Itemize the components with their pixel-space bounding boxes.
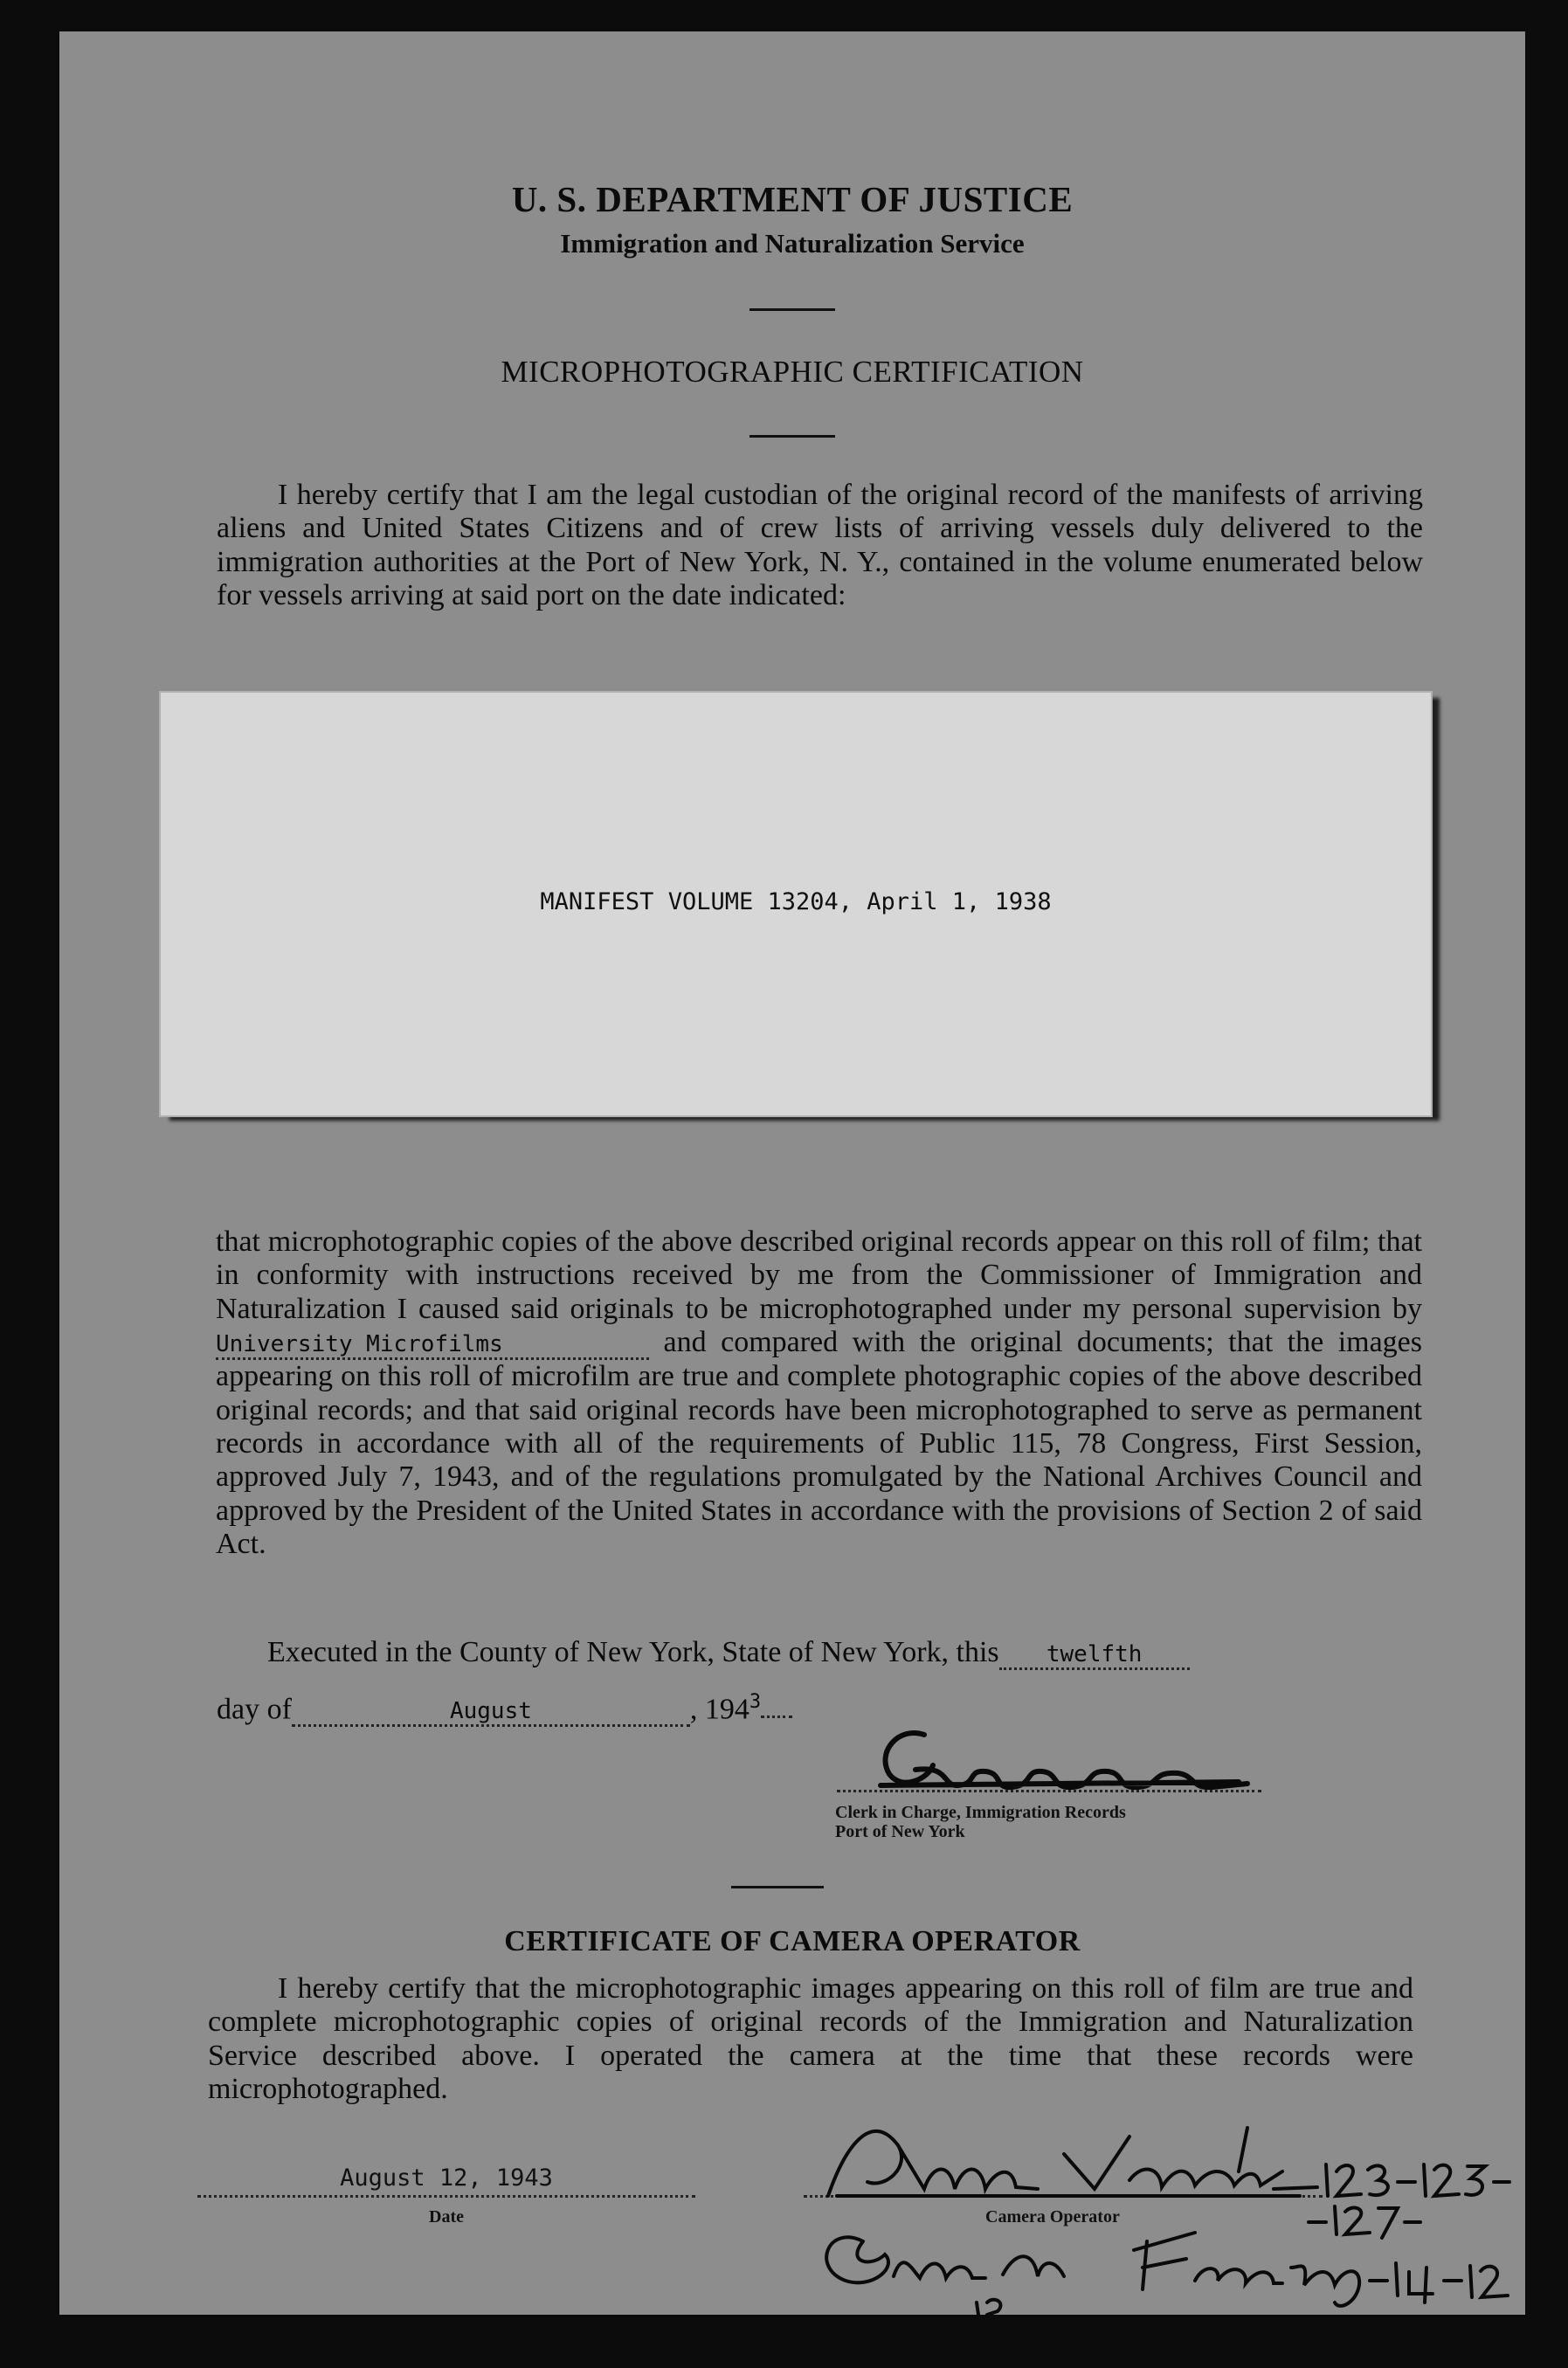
year-prefix: , 194 <box>689 1693 749 1726</box>
manifest-volume-text: MANIFEST VOLUME 13204, April 1, 1938 <box>540 888 1052 915</box>
day-of-label: day of <box>217 1693 292 1726</box>
execution-month-field: August <box>292 1698 690 1727</box>
custody-text-after: and compared with the original documents; that the images appearing on this roll of microfilm are true and complete photographic copies of the above described original records; and that said original records have been microphotographed to serve as permanent records in accordance with all of the requirements of Public 115, 78 Congress, First Session, approved July 7, 1943, and of the regulations promulgated by the National Archives Council and approved by the President of the United States in accordance with the provisions of Section 2 of said Act. <box>216 1326 1423 1561</box>
date-label: Date <box>429 2207 464 2226</box>
execution-prefix: Executed in the County of New York, State of New York, this <box>267 1636 999 1668</box>
year-digit: 3 <box>749 1691 762 1713</box>
execution-day-field: twelfth <box>999 1641 1190 1670</box>
divider-rule <box>749 308 835 311</box>
clerk-title <box>835 1803 1126 1841</box>
department-title: U. S. DEPARTMENT OF JUSTICE <box>511 179 1074 219</box>
execution-line <box>267 1636 1190 1670</box>
intro-paragraph: I hereby certify that I am the legal custodian of the original record of the manifests of arriving aliens and United States Citizens and of crew lists of arriving vessels duly delivered to the immigration authorities at the Port of New York, N. Y., contained in the volume enumerated below for vessels arriving at said port on the date indicated: <box>217 479 1423 612</box>
service-subtitle: Immigration and Naturalization Service <box>560 228 1025 259</box>
operator-signature-line <box>804 2195 1323 2198</box>
clerk-title-line1: Clerk in Charge, Immigration Records <box>835 1803 1126 1822</box>
camera-operator-heading: CERTIFICATE OF CAMERA OPERATOR <box>504 1925 1081 1957</box>
clerk-signature-line <box>837 1790 1261 1792</box>
date-signature-line <box>197 2195 695 2198</box>
divider-rule <box>731 1886 824 1888</box>
manifest-insert-card <box>161 693 1431 1115</box>
clerk-title-line2: Port of New York <box>835 1822 965 1841</box>
execution-date-line <box>217 1691 792 1727</box>
divider-rule <box>749 435 835 438</box>
custody-paragraph <box>216 1225 1422 1562</box>
camera-operator-paragraph: I hereby certify that the microphotographic images appearing on this roll of film are true and complete microphotographic copies of original records of the Immigration and Naturalization Service described above. I operated the camera at the time that these records were microphotographed. <box>208 1972 1413 2106</box>
filmed-by-field: University Microfilms <box>216 1331 649 1360</box>
operator-date-value: August 12, 1943 <box>340 2164 553 2192</box>
year-field-dots <box>761 1716 792 1718</box>
camera-operator-label: Camera Operator <box>985 2207 1120 2226</box>
certificate-page <box>59 31 1525 2315</box>
custody-text-before: that microphotographic copies of the above described original records appear on this roll of film; that in conformity with instructions received by me from the Commissioner of Immigration and Naturalization I caused said originals to be microphotographed under my personal supervision by <box>216 1225 1422 1325</box>
certification-heading: MICROPHOTOGRAPHIC CERTIFICATION <box>501 355 1084 389</box>
